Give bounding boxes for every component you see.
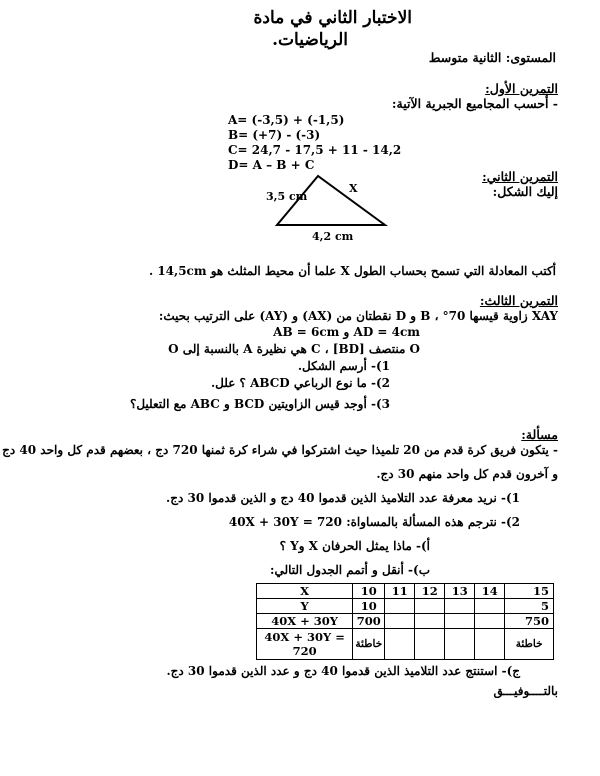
table-cell	[415, 629, 445, 660]
table-cell	[445, 614, 475, 629]
table-cell: 13	[445, 584, 475, 599]
table-cell: 11	[385, 584, 415, 599]
table-cell: 10	[353, 584, 385, 599]
ex1-expr-b: B= (+7) - (-3)	[228, 128, 321, 142]
triangle-side-bottom-label: 4,2 cm	[312, 230, 354, 243]
ex3-question3: 3)- أوجد قيس الزاويتين BCD و ABC مع التعليل؟	[129, 397, 390, 411]
table-cell: X	[257, 584, 353, 599]
table-cell: Y	[257, 599, 353, 614]
table-cell: 10	[353, 599, 385, 614]
table-cell	[445, 629, 475, 660]
table-cell: خاطئة	[505, 629, 554, 660]
ex2-task: أكتب المعادلة التي تسمح بحساب الطول X علما أن محيط المثلث هو 14,5cm .	[148, 264, 556, 278]
table-row-y	[257, 599, 554, 614]
exam-title-line2: الرياضيات.	[272, 30, 348, 50]
table-row-x	[257, 584, 554, 599]
table-cell: 12	[415, 584, 445, 599]
table-cell: 14	[475, 584, 505, 599]
problem-line2: و آخرون قدم كل واحد منهم 30 دج.	[376, 467, 558, 481]
table-cell: 40X + 30Y = 720	[257, 629, 353, 660]
ex1-expr-d: D= A – B + C	[228, 158, 315, 172]
table-cell	[385, 599, 415, 614]
ex3-line3: O منتصف [BD] ، C هي نظيرة A بالنسبة إلى O	[168, 342, 420, 356]
table-cell	[475, 614, 505, 629]
table-cell: خاطئة	[353, 629, 385, 660]
ex2-heading: التمرين الثاني:	[482, 169, 558, 184]
level-label: المستوى: الثانية متوسط	[428, 50, 556, 65]
ex1-expr-a: A= (-3,5) + (-1,5)	[228, 113, 345, 127]
ex3-line1: XAY زاوية قيسها 70° ، B و D نقطتان من (AX) و (AY) على الترتيب بحيث:	[158, 309, 558, 323]
ex3-question1: 1)- أرسم الشكل.	[297, 359, 390, 373]
problem-question-b: ب)- أنقل و أتمم الجدول التالي:	[270, 563, 430, 577]
values-table	[256, 583, 554, 660]
table-cell: 750	[505, 614, 554, 629]
exam-title-line1: الاختبار الثاني في مادة	[253, 8, 412, 28]
table-cell	[385, 614, 415, 629]
ex3-question2: 2)- ما نوع الرباعي ABCD ؟ علل.	[210, 376, 390, 390]
problem-question-a: أ)- ماذا يمثل الحرفان X وY ؟	[279, 539, 430, 553]
ex3-heading: التمرين الثالث:	[479, 293, 558, 308]
table-cell: 5	[505, 599, 554, 614]
table-cell: 700	[353, 614, 385, 629]
ex1-instruction: - أحسب المجاميع الجبرية الآتية:	[391, 96, 558, 111]
table-cell	[475, 629, 505, 660]
ex1-heading: التمرين الأول:	[485, 81, 558, 96]
table-cell	[475, 599, 505, 614]
problem-question-c: ج)- استنتج عدد التلاميذ الذين قدموا 40 دج و عدد الذين قدموا 30 دج.	[166, 664, 520, 678]
ex1-expr-c: C= 24,7 - 17,5 + 11 - 14,2	[228, 143, 402, 157]
table-cell	[415, 614, 445, 629]
problem-question2: 2)- نترجم هذه المسألة بالمساواة: 40X + 30Y = 720	[228, 515, 520, 529]
problem-question1: 1)- نريد معرفة عدد التلاميذ الذين قدموا 40 دج و الذين قدموا 30 دج.	[166, 491, 520, 505]
ex3-line2: AD = 4cm و AB = 6cm	[273, 325, 420, 339]
table-row-equation	[257, 629, 554, 660]
triangle-side-left-label: 3,5 cm	[266, 190, 308, 203]
table-cell: 15	[505, 584, 554, 599]
ex2-intro: إليك الشكل:	[492, 184, 558, 199]
table-row-sum	[257, 614, 554, 629]
table-cell	[445, 599, 475, 614]
table-cell	[385, 629, 415, 660]
table-cell	[415, 599, 445, 614]
closing-wish: بالتــــوفيـــق	[493, 684, 558, 698]
problem-heading: مسألة:	[521, 427, 558, 442]
table-cell: 40X + 30Y	[257, 614, 353, 629]
problem-line1: - يتكون فريق كرة قدم من 20 تلميذا حيث اشتركوا في شراء كرة ثمنها 720 دج ، بعضهم قدم كل واحد 40 دج	[2, 443, 558, 457]
triangle-side-right-label: X	[349, 182, 358, 195]
